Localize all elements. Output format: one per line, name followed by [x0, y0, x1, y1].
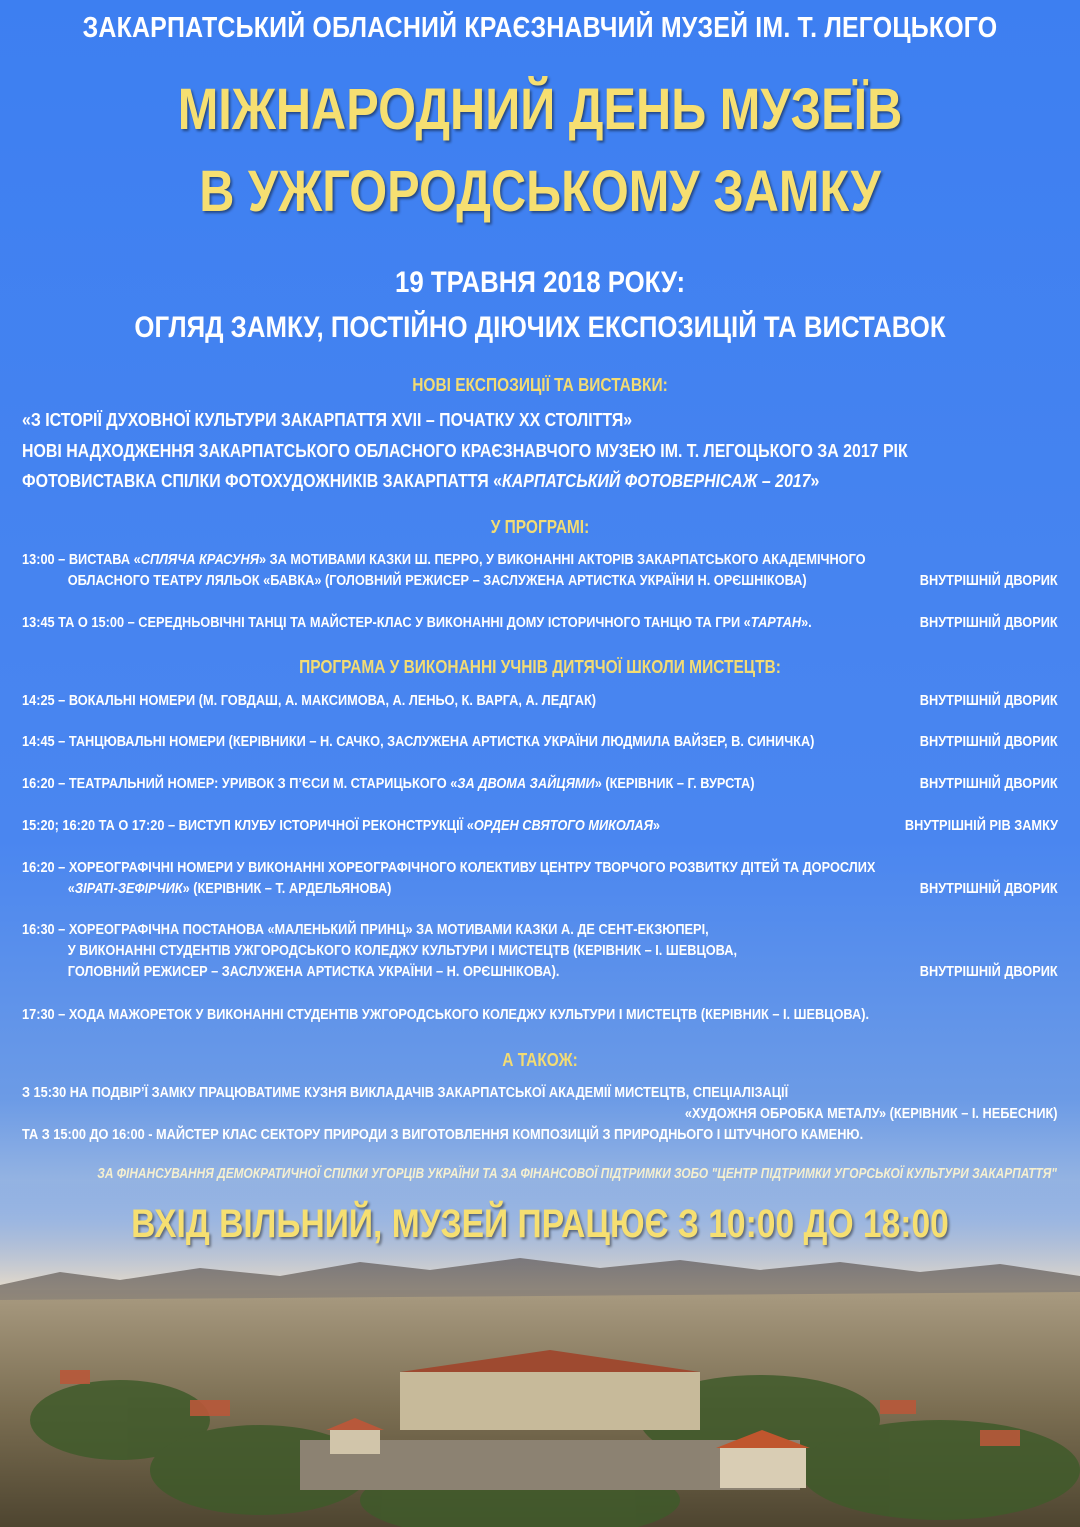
event-text: 16:20 – ТЕАТРАЛЬНИЙ НОМЕР: УРИВОК З П’ЄСИ М. СТАРИЦЬКОГО «: [22, 776, 458, 792]
event-title: СПЛЯЧА КРАСУНЯ: [140, 552, 260, 568]
exhibitions-heading: НОВІ ЕКСПОЗИЦІЇ ТА ВИСТАВКИ:: [412, 375, 668, 395]
program-event: [22, 573, 1058, 589]
event-text: 14:45 – ТАНЦЮВАЛЬНІ НОМЕРИ (КЕРІВНИКИ – Н. САЧКО, ЗАСЛУЖЕНА АРТИСТКА УКРАЇНИ ЛЮДМИЛА ВАЙЗЕР, В. СИНИЧКА): [22, 734, 815, 750]
museum-name: ЗАКАРПАТСЬКИЙ ОБЛАСНИЙ КРАЄЗНАВЧИЙ МУЗЕЙ ІМ. Т. ЛЕГОЦЬКОГО: [82, 12, 998, 44]
event-text: ».: [801, 615, 812, 631]
page-title-line-1: МІЖНАРОДНИЙ ДЕНЬ МУЗЕЇВ: [177, 77, 903, 142]
event-location: ВНУТРІШНІЙ ДВОРИК: [920, 734, 1058, 750]
event-location: ВНУТРІШНІЙ РІВ ЗАМКУ: [904, 818, 1058, 834]
event-title: ТАРТАН: [750, 615, 802, 631]
funding-note: ЗА ФІНАНСУВАННЯ ДЕМОКРАТИЧНОЇ СПІЛКИ УГОРЦІВ УКРАЇНИ ТА ЗА ФІНАНСОВОЇ ПІДТРИМКИ ЗОБО "ЦЕНТР ПІДТРИМКИ УГОРСЬКОЇ КУЛЬТУРИ ЗАКАРПАТТЯ": [97, 1166, 1057, 1182]
event-location: ВНУТРІШНІЙ ДВОРИК: [920, 881, 1058, 897]
event-text: » (КЕРІВНИК – Г. ВУРСТА): [594, 776, 755, 792]
event-text: У ВИКОНАННІ СТУДЕНТІВ УЖГОРОДСЬКОГО КОЛЕДЖУ КУЛЬТУРИ І МИСТЕЦТВ (КЕРІВНИК – І. ШЕВЦОВА,: [67, 943, 738, 959]
event-title: ЗА ДВОМА ЗАЙЦЯМИ: [457, 776, 595, 792]
overview-line: ОГЛЯД ЗАМКУ, ПОСТІЙНО ДІЮЧИХ ЕКСПОЗИЦІЙ ТА ВИСТАВОК: [134, 311, 946, 344]
exhibition-title: КАРПАТСЬКИЙ ФОТОВЕРНІСАЖ – 2017: [502, 470, 811, 491]
school-event: [22, 776, 1058, 792]
exhibition-text: ФОТОВИСТАВКА СПІЛКИ ФОТОХУДОЖНИКІВ ЗАКАРПАТТЯ «: [22, 470, 503, 491]
page-title-line-2: В УЖГОРОДСЬКОМУ ЗАМКУ: [199, 159, 881, 224]
event-location: ВНУТРІШНІЙ ДВОРИК: [920, 615, 1058, 631]
school-event: [22, 860, 1058, 876]
event-text: 13:00 – ВИСТАВА «: [22, 552, 141, 568]
exhibition-text: »: [810, 470, 820, 491]
event-text: 14:25 – ВОКАЛЬНІ НОМЕРИ (М. ГОВДАШ, А. МАКСИМОВА, А. ЛЕНЬО, К. ВАРГА, А. ЛЕДГАК): [22, 693, 597, 709]
school-event: [22, 734, 1058, 750]
event-text: 17:30 – ХОДА МАЖОРЕТОК У ВИКОНАННІ СТУДЕНТІВ УЖГОРОДСЬКОГО КОЛЕДЖУ КУЛЬТУРИ І МИСТЕЦТВ (КЕРІВНИК – І. ШЕВЦОВА).: [22, 1007, 870, 1023]
also-text: «ХУДОЖНЯ ОБРОБКА МЕТАЛУ» (КЕРІВНИК – І. НЕБЕСНИК): [685, 1106, 1058, 1122]
also-item: [22, 1127, 1058, 1143]
also-item: [22, 1085, 1058, 1101]
school-event: [22, 1007, 1058, 1023]
also-text: ТА З 15:00 ДО 16:00 - МАЙСТЕР КЛАС СЕКТОРУ ПРИРОДИ З ВИГОТОВЛЕННЯ КОМПОЗИЦІЙ З ПРИРОДНЬОГО І ШТУЧНОГО КАМЕНЮ.: [22, 1127, 864, 1143]
program-event: [22, 552, 1058, 568]
exhibition-item: [22, 470, 916, 492]
also-heading: А ТАКОЖ:: [502, 1050, 578, 1070]
event-location: ВНУТРІШНІЙ ДВОРИК: [920, 964, 1058, 980]
event-location: ВНУТРІШНІЙ ДВОРИК: [920, 573, 1058, 589]
exhibition-item: «З ІСТОРІЇ ДУХОВНОЇ КУЛЬТУРИ ЗАКАРПАТТЯ XVII – ПОЧАТКУ XX СТОЛІТТЯ»: [22, 409, 633, 430]
school-event: [22, 943, 1058, 959]
program-heading: У ПРОГРАМІ:: [490, 517, 590, 537]
exhibition-item: НОВІ НАДХОДЖЕННЯ ЗАКАРПАТСЬКОГО ОБЛАСНОГО КРАЄЗНАВЧОГО МУЗЕЮ ІМ. Т. ЛЕГОЦЬКОГО ЗА 2017 РІК: [22, 440, 908, 461]
event-text: 16:30 – ХОРЕОГРАФІЧНА ПОСТАНОВА «МАЛЕНЬКИЙ ПРИНЦ» ЗА МОТИВАМИ КАЗКИ А. ДЕ СЕНТ-ЕКЗЮПЕРІ,: [22, 922, 709, 938]
school-event: [22, 964, 1058, 980]
event-text: » ЗА МОТИВАМИ КАЗКИ Ш. ПЕРРО, У ВИКОНАННІ АКТОРІВ ЗАКАРПАТСЬКОГО АКАДЕМІЧНОГО: [259, 552, 866, 568]
school-event: [22, 693, 1058, 709]
school-event: [22, 818, 1058, 834]
event-location: ВНУТРІШНІЙ ДВОРИК: [920, 693, 1058, 709]
event-text: «: [67, 881, 75, 897]
event-text: 16:20 – ХОРЕОГРАФІЧНІ НОМЕРИ У ВИКОНАННІ ХОРЕОГРАФІЧНОГО КОЛЕКТИВУ ЦЕНТРУ ТВОРЧОГО РОЗВИТКУ ДІТЕЙ ТА ДОРОСЛИХ: [22, 860, 876, 876]
event-text: ГОЛОВНИЙ РЕЖИСЕР – ЗАСЛУЖЕНА АРТИСТКА УКРАЇНИ – Н. ОРЄШНІКОВА).: [67, 964, 560, 980]
entry-info: ВХІД ВІЛЬНИЙ, МУЗЕЙ ПРАЦЮЄ З 10:00 ДО 18:00: [131, 1202, 949, 1246]
event-text: » (КЕРІВНИК – Т. АРДЕЛЬЯНОВА): [182, 881, 392, 897]
event-date: 19 ТРАВНЯ 2018 РОКУ:: [394, 266, 686, 299]
school-event: [22, 922, 1058, 938]
event-title: ЗІРАТІ-ЗЕФІРЧИК: [74, 881, 183, 897]
event-location: ВНУТРІШНІЙ ДВОРИК: [920, 776, 1058, 792]
program-event: [22, 615, 1058, 631]
event-text: 13:45 ТА О 15:00 – СЕРЕДНЬОВІЧНІ ТАНЦІ ТА МАЙСТЕР-КЛАС У ВИКОНАННІ ДОМУ ІСТОРИЧНОГО ТАНЦЮ ТА ГРИ «: [22, 615, 751, 631]
school-event: [22, 881, 1058, 897]
event-text: ОБЛАСНОГО ТЕАТРУ ЛЯЛЬОК «БАВКА» (ГОЛОВНИЙ РЕЖИСЕР – ЗАСЛУЖЕНА АРТИСТКА УКРАЇНИ Н. ОРЄШНІКОВА): [67, 573, 807, 589]
event-text: »: [652, 818, 661, 834]
also-text: З 15:30 НА ПОДВІР’Ї ЗАМКУ ПРАЦЮВАТИМЕ КУЗНЯ ВИКЛАДАЧІВ ЗАКАРПАТСЬКОЇ АКАДЕМІЇ МИСТЕЦТВ, СПЕЦІАЛІЗАЦІЇ: [22, 1085, 789, 1101]
event-text: 15:20; 16:20 ТА О 17:20 – ВИСТУП КЛУБУ ІСТОРИЧНОЇ РЕКОНСТРУКЦІЇ «: [22, 818, 474, 834]
school-program-heading: ПРОГРАМА У ВИКОНАННІ УЧНІВ ДИТЯЧОЇ ШКОЛИ МИСТЕЦТВ:: [299, 657, 781, 677]
event-title: ОРДЕН СВЯТОГО МИКОЛАЯ: [473, 818, 653, 834]
